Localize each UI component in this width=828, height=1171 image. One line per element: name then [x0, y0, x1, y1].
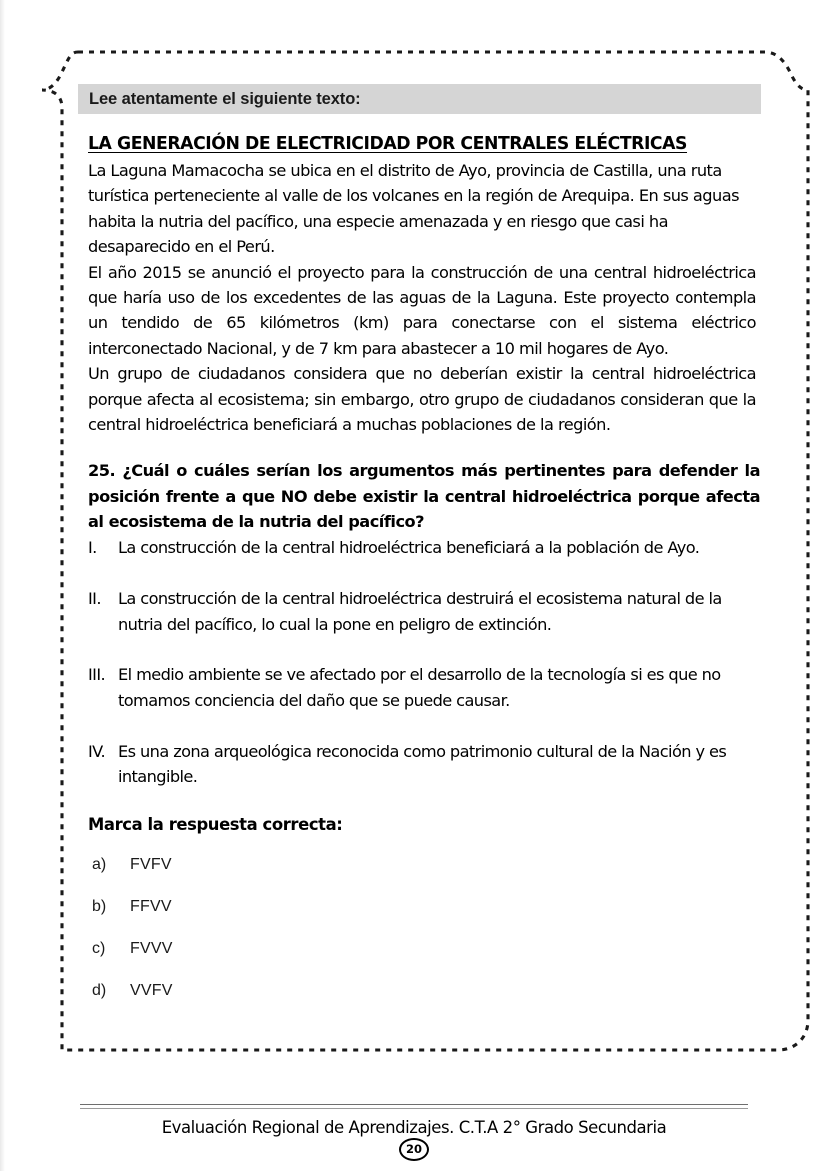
option-letter: b) [92, 897, 107, 915]
reading-paragraph-2: El año 2015 se anunció el proyecto para la construcción de una central hidroeléctrica que haría uso de los excedentes de las aguas de la Laguna. Este proyecto contempla un tendido de 65 kilómetros (km) para conectarse con el sistema eléctrico interconectado Nacional, y de 7 km para abastecer a 10 mil hogares de Ayo. [88, 262, 756, 358]
statement-text: Es una zona arqueológica reconocida como patrimonio cultural de la Nación y es intangible. [118, 741, 727, 787]
marca-instruction-label: Marca la respuesta correcta: [88, 814, 343, 834]
reading-title: LA GENERACIÓN DE ELECTRICIDAD POR CENTRALES ELÉCTRICAS [88, 134, 688, 154]
statement-numeral: II. [88, 589, 101, 609]
instruction-label: Lee atentamente el siguiente texto: [89, 89, 361, 108]
option-letter: c) [92, 939, 106, 957]
statement-item [88, 535, 764, 561]
footer-caption: Evaluación Regional de Aprendizajes. C.T.A 2° Grado Secundaria [161, 1118, 667, 1137]
statement-text: La construcción de la central hidroeléctrica destruirá el ecosistema natural de la nutria del pacífico, lo cual la pone en peligro de extinción. [118, 589, 722, 634]
question-prompt: 25. ¿Cuál o cuáles serían los argumentos más pertinentes para defender la posición frente a que NO debe existir la central hidroeléctrica porque afecta al ecosistema de la nutria del pacífico? [88, 461, 760, 532]
option-value: FVVV [130, 939, 173, 957]
statement-text: El medio ambiente se ve afectado por el desarrollo de la tecnología si es que no tomamos conciencia del daño que se puede causar. [118, 665, 721, 711]
statement-text: La construcción de la central hidroeléctrica beneficiará a la población de Ayo. [118, 537, 700, 557]
page-footer [0, 1104, 828, 1161]
statement-numeral: IV. [88, 741, 106, 761]
reading-body [88, 158, 756, 437]
option-value: FFVV [130, 897, 172, 915]
statement-item [88, 739, 764, 790]
answer-option-a[interactable] [92, 856, 768, 898]
statement-item [88, 662, 764, 713]
answer-option-d[interactable] [92, 982, 768, 1024]
option-letter: d) [92, 981, 107, 999]
statement-item [88, 586, 764, 637]
page-number-badge: 20 [399, 1138, 429, 1161]
footer-divider [80, 1104, 748, 1109]
answer-option-b[interactable] [92, 898, 768, 940]
option-value: FVFV [130, 855, 172, 873]
reading-paragraph-1: La Laguna Mamacocha se ubica en el distrito de Ayo, provincia de Castilla, una ruta turística perteneciente al valle de los volcanes en la región de Arequipa. En sus aguas habita la nutria del pacífico, una especie amenazada y en riesgo que casi ha desaparecido en el Perú. [88, 161, 739, 257]
option-value: VVFV [130, 981, 173, 999]
option-letter: a) [92, 855, 107, 873]
statement-list [88, 535, 764, 790]
page-gutter-shadow [0, 0, 5, 1171]
answer-options [92, 856, 768, 1024]
page-content [78, 84, 768, 1024]
statement-numeral: III. [88, 665, 106, 685]
instruction-banner [78, 84, 761, 114]
statement-numeral: I. [88, 537, 97, 557]
reading-paragraph-3: Un grupo de ciudadanos considera que no deberían existir la central hidroeléctrica porque afecta al ecosistema; sin embargo, otro grupo de ciudadanos consideran que la central hidroeléctrica beneficiará a muchas poblaciones de la región. [88, 364, 756, 435]
answer-option-c[interactable] [92, 940, 768, 982]
